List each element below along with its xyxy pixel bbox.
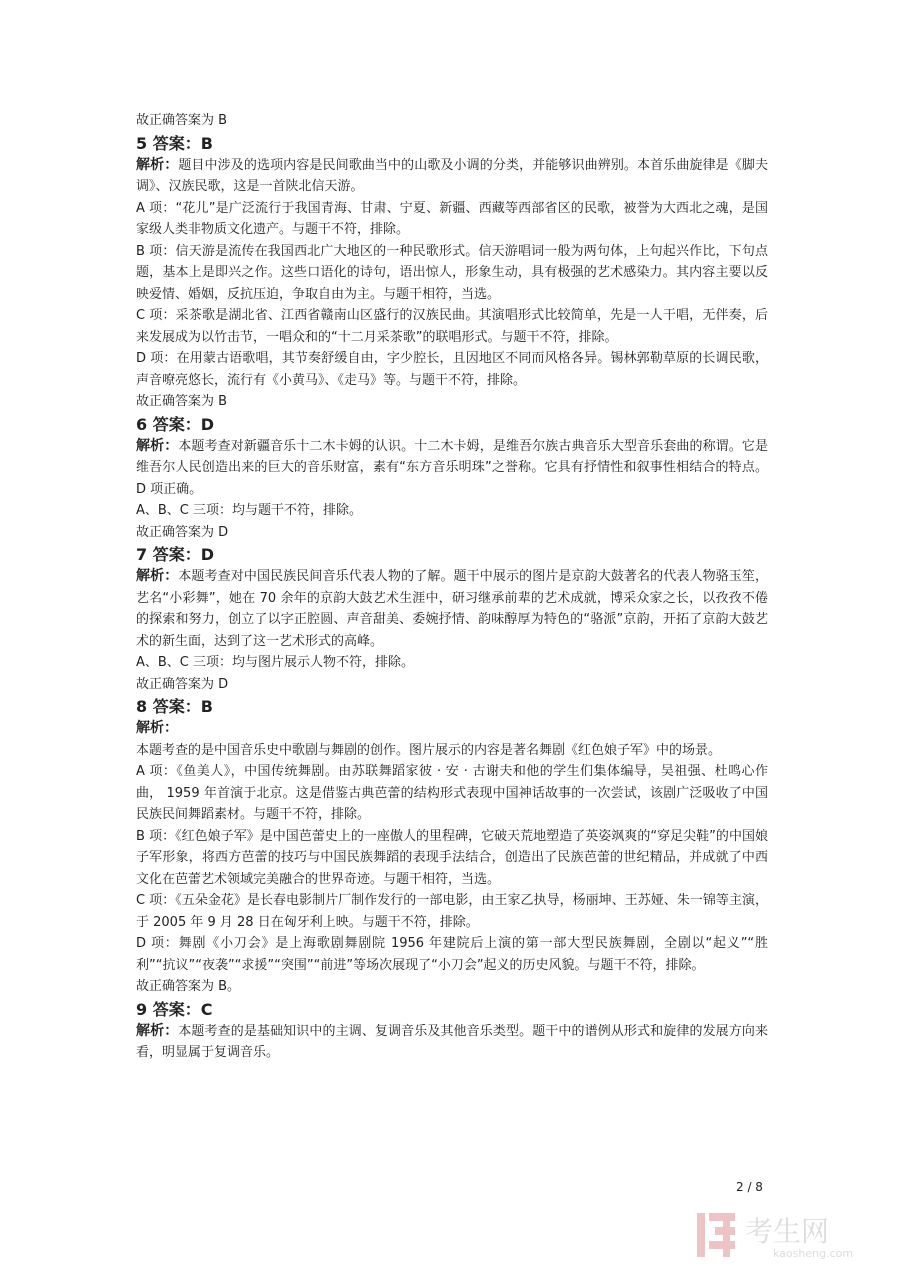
answer-section <box>136 413 768 544</box>
answer-heading: 8 答案：B <box>136 697 213 716</box>
option-paragraph: C 项：《五朵金花》是长春电影制片厂制作发行的一部电影，由王家乙执导，杨丽坤、王苏娅、朱一锦等主演，于 2005 年 9 月 28 日在匈牙利上映。与题干不符，排除。 <box>136 893 768 930</box>
document-body <box>136 110 768 1064</box>
analysis-label: 解析： <box>136 437 179 454</box>
option-paragraph: A、B、C 三项：均与题干不符，排除。 <box>136 503 363 518</box>
watermark-url-text: kaosheng.com <box>773 1247 854 1260</box>
option-paragraph: C 项：采茶歌是湖北省、江西省赣南山区盛行的汉族民曲。其演唱形式比较简单，先是一人干唱，无伴奏，后来发展成为以竹击节，一唱众和的“十二月采茶歌”的联唱形式。与题干不符，排除。 <box>136 308 768 345</box>
analysis-text: 题目中涉及的选项内容是民间歌曲当中的山歌及小调的分类，并能够识曲辨别。本首乐曲旋律是《脚夫调》、汉族民歌，这是一首陕北信天游。 <box>136 157 768 194</box>
analysis-paragraph <box>136 718 768 740</box>
analysis-text: 本题考查的是基础知识中的主调、复调音乐及其他音乐类型。题干中的谱例从形式和旋律的发展方向来看，明显属于复调音乐。 <box>136 1023 768 1060</box>
analysis-text: 本题考查对新疆音乐十二木卡姆的认识。十二木卡姆，是维吾尔族古典音乐大型音乐套曲的称谓。它是维吾尔人民创造出来的巨大的音乐财富，素有“东方音乐明珠”之誉称。它具有抒情性和叙事性相结合的特点。D 项正确。 <box>136 438 768 497</box>
correct-answer-line: 故正确答案为 D <box>136 676 229 692</box>
correct-answer-line: 故正确答案为 B <box>136 113 228 128</box>
kaosheng-watermark-logo <box>693 1207 883 1263</box>
answer-section <box>136 543 768 695</box>
answer-heading: 5 答案：B <box>136 133 213 153</box>
option-paragraph: D 项：舞剧《小刀会》是上海歌剧舞剧院 1956 年建院后上演的第一部大型民族舞剧，全剧以“起义”“胜利”“抗议”“夜袭”“求援”“突围”“前进”等场次展现了“小刀会”起义的历史风貌。与题干不符，排除。 <box>136 936 768 973</box>
answer-section <box>136 998 768 1064</box>
analysis-label: 解析： <box>136 720 178 736</box>
analysis-label: 解析： <box>136 568 179 584</box>
option-paragraph: A 项：《鱼美人》，中国传统舞剧。由苏联舞蹈家彼 · 安 · 古谢夫和他的学生们集体编导，吴祖强、杜鸣心作曲， 1959 年首演于北京。这是借鉴古典芭蕾的结构形式表现中国神话故事的一次尝试，该剧广泛吸收了中国民族民间舞蹈素材。与题干不符，排除。 <box>136 764 768 822</box>
option-paragraph: 本题考查的是中国音乐史中歌剧与舞剧的创作。图片展示的内容是著名舞剧《红色娘子军》中的场景。 <box>136 742 722 758</box>
watermark-mark-icon <box>697 1213 735 1257</box>
correct-answer-line: 故正确答案为 D <box>136 524 229 540</box>
page-number: 2 / 8 <box>736 1180 763 1194</box>
analysis-paragraph <box>136 155 768 198</box>
correct-answer-line: 故正确答案为 B <box>136 394 228 409</box>
option-paragraph: A 项：“花儿”是广泛流行于我国青海、甘肃、宁夏、新疆、西藏等西部省区的民歌，被誉为大西北之魂，是国家级人类非物质文化遗产。与题干不符，排除。 <box>136 200 768 237</box>
answer-heading: 9 答案：C <box>136 999 213 1019</box>
answer-heading: 7 答案：D <box>136 545 214 564</box>
option-paragraph: D 项：在用蒙古语歌唱，其节奏舒缓自由，字少腔长，且因地区不同而风格各异。锡林郭勒草原的长调民歌，声音嘹亮悠长，流行有《小黄马》、《走马》等。与题干不符，排除。 <box>136 351 768 388</box>
option-paragraph: B 项：信天游是流传在我国西北广大地区的一种民歌形式。信天游唱词一般为两句体，上句起兴作比，下句点题，基本上是即兴之作。这些口语化的诗句，语出惊人，形象生动，具有极强的艺术感染力。其内容主要以反映爱情、婚姻，反抗压迫，争取自由为主。与题干相符，当选。 <box>136 243 768 302</box>
option-paragraph: B 项：《红色娘子军》是中国芭蕾史上的一座傲人的里程碑，它破天荒地塑造了英姿飒爽的“穿足尖鞋”的中国娘子军形象，将西方芭蕾的技巧与中国民族舞蹈的表现手法结合，创造出了民族芭蕾的世纪精品，并成就了中西文化在芭蕾艺术领域完美融合的世界奇迹。与题干相符，当选。 <box>136 828 768 887</box>
analysis-paragraph <box>136 566 768 652</box>
analysis-text: 本题考查对中国民族民间音乐代表人物的了解。题干中展示的图片是京韵大鼓著名的代表人物骆玉笙，艺名“小彩舞”，她在 70 余年的京韵大鼓艺术生涯中，研习继承前辈的艺术成就，博采众家之长，以孜孜不倦的探索和努力，创立了以字正腔圆、声音甜美、委婉抒情、韵味醇厚为特色的“骆派”京韵，开拓了京韵大鼓艺术的新生面，达到了这一艺术形式的高峰。 <box>136 569 768 649</box>
analysis-paragraph <box>136 436 768 501</box>
watermark-brand-text: 考生网 <box>745 1215 830 1248</box>
option-paragraph: A、B、C 三项：均与图片展示人物不符，排除。 <box>136 655 415 670</box>
analysis-paragraph <box>136 1021 768 1064</box>
answer-section <box>136 132 768 413</box>
answer-section <box>136 695 768 998</box>
correct-answer-line: 故正确答案为 B。 <box>136 979 241 994</box>
answer-heading: 6 答案：D <box>136 414 214 434</box>
answer-section <box>136 110 768 132</box>
analysis-label: 解析： <box>136 1022 179 1039</box>
analysis-label: 解析： <box>136 156 179 173</box>
